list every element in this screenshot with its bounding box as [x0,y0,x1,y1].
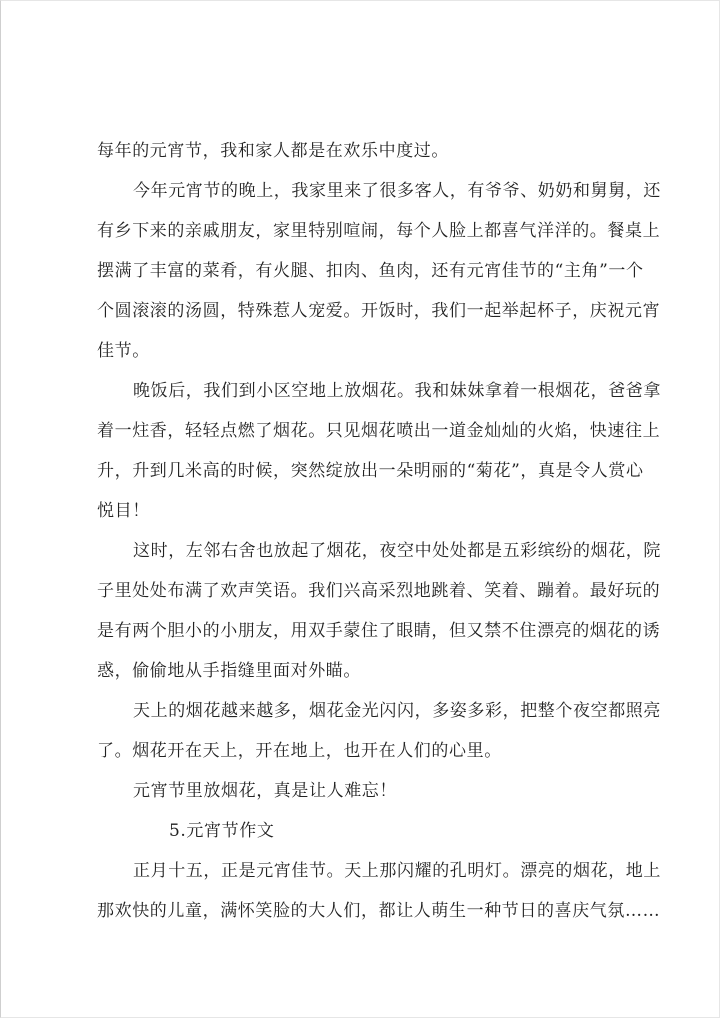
text-line: 正月十五，正是元宵佳节。天上那闪耀的孔明灯。漂亮的烟花，地上 [133,861,661,881]
text-line: 子里处处布满了欢声笑语。我们兴高采烈地跳着、笑着、蹦着。最好玩的 [97,581,661,601]
text-line: 升，升到几米高的时候，突然绽放出一朵明丽的“菊花”，真是令人赏心 [97,461,644,481]
text-line: 那欢快的儿童，满怀笑脸的大人们，都让人萌生一种节日的喜庆气氛…… [97,901,661,921]
text-line: 摆满了丰富的菜肴，有火腿、扣肉、鱼肉，还有元宵佳节的“主角”一个 [97,261,644,281]
text-line: 佳节。 [97,341,150,361]
text-line: 了。烟花开在天上，开在地上，也开在人们的心里。 [97,741,502,761]
text-line: 天上的烟花越来越多，烟花金光闪闪，多姿多彩，把整个夜空都照亮 [133,701,661,721]
text-line: 惑，偷偷地从手指缝里面对外瞄。 [97,661,361,681]
text-line: 有乡下来的亲戚朋友，家里特别喧闹，每个人脸上都喜气洋洋的。餐桌上 [97,221,661,241]
section-heading: 5.元宵节作文 [169,821,275,841]
text-line: 晚饭后，我们到小区空地上放烟花。我和妹妹拿着一根烟花，爸爸拿 [133,381,661,401]
text-line: 今年元宵节的晚上，我家里来了很多客人，有爷爷、奶奶和舅舅，还 [133,181,661,201]
text-line: 着一炷香，轻轻点燃了烟花。只见烟花喷出一道金灿灿的火焰，快速往上 [97,421,661,441]
text-line: 这时，左邻右舍也放起了烟花，夜空中处处都是五彩缤纷的烟花，院 [133,541,661,561]
text-line: 悦目！ [97,501,150,521]
text-line: 个圆滚滚的汤圆，特殊惹人宠爱。开饭时，我们一起举起杯子，庆祝元宵 [97,301,661,321]
text-line: 元宵节里放烟花，真是让人难忘！ [133,781,397,801]
text-line: 每年的元宵节，我和家人都是在欢乐中度过。 [97,141,449,161]
text-line: 是有两个胆小的小朋友，用双手蒙住了眼睛，但又禁不住漂亮的烟花的诱 [97,621,661,641]
document-body [97,133,661,933]
